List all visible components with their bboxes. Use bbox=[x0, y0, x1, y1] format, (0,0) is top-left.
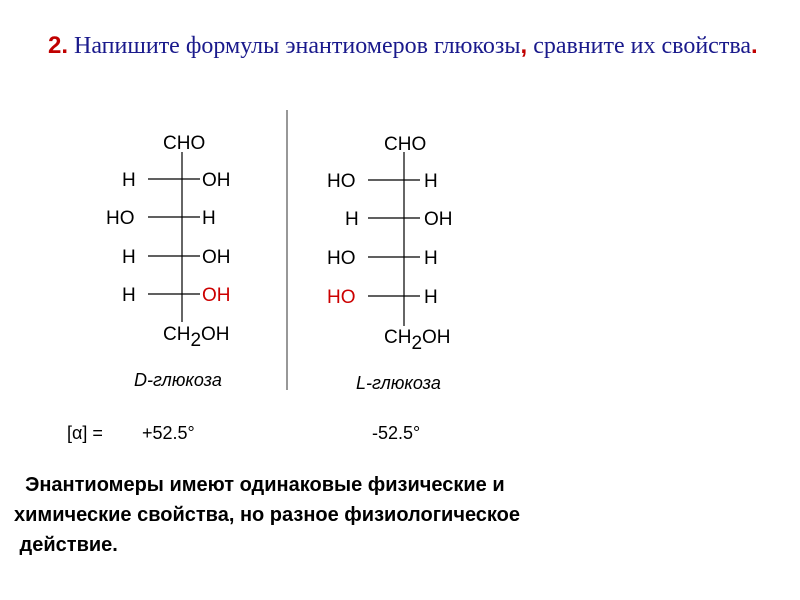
d-glucose-row1-right: OH bbox=[202, 170, 231, 191]
d-glucose-row3-right: OH bbox=[202, 247, 231, 268]
l-glucose-rotation-value: -52.5° bbox=[372, 423, 421, 443]
l-glucose-top-group: CHO bbox=[384, 134, 427, 155]
conclusion-line-3: действие. bbox=[14, 534, 118, 556]
conclusion-text bbox=[14, 470, 734, 560]
d-glucose-row2-right: H bbox=[202, 208, 216, 229]
d-glucose-row3-left: H bbox=[122, 247, 136, 268]
d-glucose-rotation-value: +52.5° bbox=[142, 423, 195, 443]
title-period: . bbox=[750, 32, 758, 59]
d-glucose-row1-left: H bbox=[122, 170, 136, 191]
d-glucose-formula bbox=[106, 133, 231, 390]
d-glucose-bottom-group: CH2OH bbox=[163, 324, 230, 351]
d-glucose-row4-left: H bbox=[122, 285, 136, 306]
d-glucose-caption: D-глюкоза bbox=[134, 370, 222, 390]
d-glucose-row2-left: HO bbox=[106, 208, 135, 229]
title-text-part1: Напишите формулы энантиомеров глюкозы bbox=[68, 33, 521, 59]
l-glucose-row1-left: HO bbox=[327, 171, 356, 192]
d-glucose-row4-right-highlight: OH bbox=[202, 285, 231, 306]
l-glucose-formula bbox=[327, 134, 453, 393]
l-glucose-row1-right: H bbox=[424, 171, 438, 192]
l-glucose-row3-right: H bbox=[424, 248, 438, 269]
task-number: 2. bbox=[48, 32, 69, 59]
l-glucose-row3-left: HO bbox=[327, 248, 356, 269]
specific-rotation-label: [α] = bbox=[67, 423, 103, 443]
l-glucose-row4-left-highlight: HO bbox=[327, 287, 356, 308]
conclusion-line-2: химические свойства, но разное физиологическое bbox=[14, 504, 521, 526]
l-glucose-row4-right: H bbox=[424, 287, 438, 308]
conclusion-line-1: Энантиомеры имеют одинаковые физические и bbox=[14, 474, 505, 496]
l-glucose-row2-right: OH bbox=[424, 209, 453, 230]
l-glucose-caption: L-глюкоза bbox=[356, 373, 441, 393]
title-text-part2: сравните их свойства bbox=[527, 33, 751, 59]
l-glucose-bottom-group: CH2OH bbox=[384, 327, 451, 354]
d-glucose-top-group: CHO bbox=[163, 133, 206, 154]
title-comma: , bbox=[520, 32, 528, 59]
l-glucose-row2-left: H bbox=[345, 209, 359, 230]
